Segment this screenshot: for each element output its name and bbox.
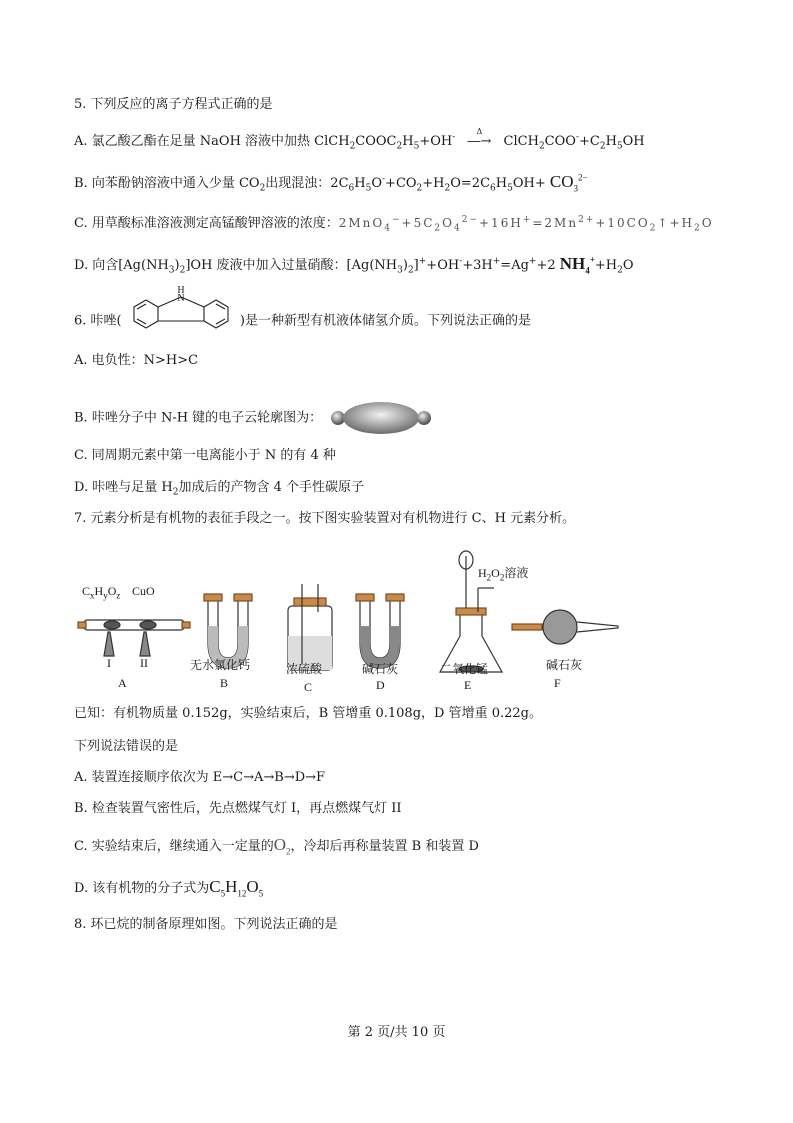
q6-option-c: C. 同周期元素中第一电离能小于 N 的有 4 种	[74, 448, 336, 463]
q7-option-a: A. 装置连接顺序依次为 E→C→A→B→D→F	[74, 770, 326, 785]
label-d-name: 碱石灰	[362, 662, 399, 676]
label-d: D	[376, 678, 385, 692]
q6-option-a: A. 电负性：N>H>C	[74, 353, 199, 368]
label-b: B	[220, 676, 229, 690]
label-burner-2: II	[140, 656, 148, 670]
svg-text:N: N	[177, 293, 185, 304]
q7-option-d: D. 该有机物的分子式为$C_5H_{12}O_5$	[74, 877, 264, 899]
q5-stem: 5. 下列反应的离子方程式正确的是	[74, 97, 273, 112]
q8-stem: 8. 环已烷的制备原理如图。下列说法正确的是	[74, 917, 338, 932]
label-cuo: CuO	[132, 584, 155, 598]
q5-option-d: D. 向含$[Ag(NH_3)_2]OH$ 废液中加入过量硝酸：$[Ag(NH_3)_2]^++OH^-+3H^+=Ag^++2$ $NH_4^++H_2O$	[74, 254, 634, 276]
svg-text:H: H	[177, 285, 185, 296]
q5-option-a: A. 氯乙酸乙酯在足量 NaOH 溶液中加热 $ClCH_2COOC_2H_5+OH^-$ Δ ―→ $ClCH_2COO^-+C_2H_5OH$	[74, 127, 645, 152]
label-cxhyoz: $C_xH_yO_z$	[82, 584, 121, 601]
heat-arrow: Δ ―→	[467, 127, 492, 149]
apparatus-drawing	[74, 548, 634, 698]
apparatus-diagram	[74, 548, 634, 698]
page-footer: 第 2 页/共 10 页	[347, 1025, 446, 1040]
q7-known: 已知：有机物质量 0.152g，实验结束后，B 管增重 0.108g，D 管增重 0.22g。	[74, 706, 542, 721]
q7-stem: 7. 元素分析是有机物的表征手段之一。按下图实验装置对有机物进行 C、H 元素分析。	[74, 511, 576, 526]
label-e: E	[464, 678, 472, 692]
q6-option-d: D. 咔唑与足量 $H_2$加成后的产物含 4 个手性碳原子	[74, 480, 364, 498]
label-h2o2: $H_2O_2$溶液	[478, 566, 529, 583]
electron-cloud-diagram	[326, 400, 436, 436]
label-f-name: 碱石灰	[546, 658, 583, 672]
label-f: F	[554, 676, 561, 690]
q7-question: 下列说法错误的是	[74, 739, 179, 754]
label-b-name: 无水氯化钙	[190, 658, 251, 672]
q7-option-b: B. 检查装置气密性后，先点燃煤气灯 I，再点燃煤气灯 II	[74, 801, 402, 816]
label-burner-1: I	[107, 656, 111, 670]
label-c-name: 浓硫酸	[286, 662, 323, 676]
q7-option-c: C. 实验结束后，继续通入一定量的$O_2$，冷却后再称量装置 B 和装置 D	[74, 835, 479, 857]
label-a: A	[118, 676, 127, 690]
label-c: C	[304, 680, 313, 694]
q5-option-b: B. 向苯酚钠溶液中通入少量 $CO_2$出现混浊：$2C_6H_5O^-+CO_2+H_2O=2C_6H_5OH+ CO_3^{2-}$	[74, 172, 588, 194]
label-e-name: 二氧化锰	[440, 662, 489, 676]
q6-option-b: B. 咔唑分子中 N-H 键的电子云轮廓图为：	[74, 400, 436, 436]
q6-stem: 6. 咔唑( H N )是一种新型有机液体储氢介质。下列说法正确的是	[74, 305, 531, 337]
q5-option-c: C. 用草酸标准溶液测定高锰酸钾溶液的浓度：$2MnO_4^-+5C_2O_4^{2-}+16H^+=2Mn^{2+}+10CO_2↑+H_2O$	[74, 215, 714, 234]
carbazole-structure	[126, 285, 236, 337]
